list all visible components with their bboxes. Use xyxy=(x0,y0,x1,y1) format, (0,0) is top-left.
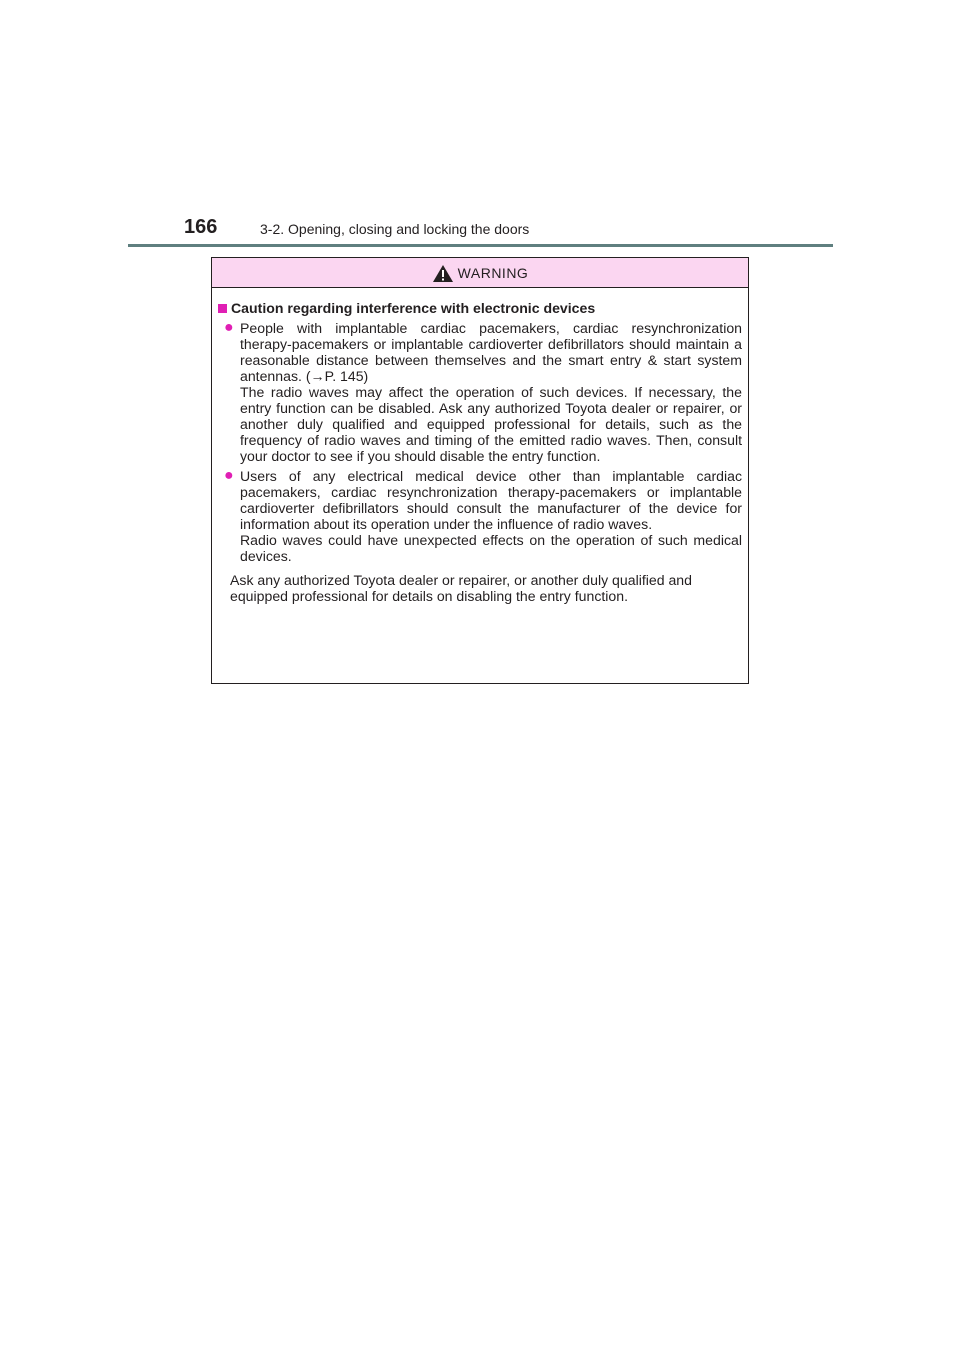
caution-heading-text: Caution regarding interference with electronic devices xyxy=(231,300,596,316)
summary xyxy=(230,572,742,604)
list-item xyxy=(218,468,742,564)
summary-text: Ask any authorized Toyota dealer or repairer, or another duly qualified and equipped professional for details on disabling the entry function. xyxy=(230,572,692,604)
circle-bullet-icon: ● xyxy=(224,467,234,484)
square-bullet-icon xyxy=(218,304,227,313)
paragraph: Users of any electrical medical device other than implantable cardiac pacemakers, cardiac resynchronization therapy-pacemakers or implantable cardioverter defibrillators should consult the manufacturer of the device for information about its operation under the influence of radio waves. xyxy=(240,468,742,532)
caution-heading xyxy=(218,300,742,316)
list-item xyxy=(218,320,742,464)
paragraph: Radio waves could have unexpected effects on the operation of such medical devices. xyxy=(240,532,742,564)
paragraph: People with implantable cardiac pacemakers, cardiac resynchronization therapy-pacemakers or implantable cardioverter defibrillators should maintain a reasonable distance between themselves and the smart entry & start system antennas. (→P. 145) xyxy=(240,320,742,384)
warning-body xyxy=(212,288,748,604)
warning-box xyxy=(211,257,749,684)
page-number: 166 xyxy=(184,216,218,238)
warning-header xyxy=(212,258,748,288)
list-item-text xyxy=(240,320,742,464)
list-item-text xyxy=(240,468,742,564)
circle-bullet-icon: ● xyxy=(224,319,234,336)
section-title: 3-2. Opening, closing and locking the doors xyxy=(260,221,530,237)
paragraph: The radio waves may affect the operation of such devices. If necessary, the entry function can be disabled. Ask any authorized Toyota dealer or repairer, or another duly qualified and equipped professional for details, such as the frequency of radio waves and timing of the emitted radio waves. Then, consult your doctor to see if you should disable the entry function. xyxy=(240,384,742,464)
header-divider xyxy=(128,244,833,247)
warning-triangle-icon xyxy=(432,264,454,283)
warning-label: WARNING xyxy=(457,264,529,281)
